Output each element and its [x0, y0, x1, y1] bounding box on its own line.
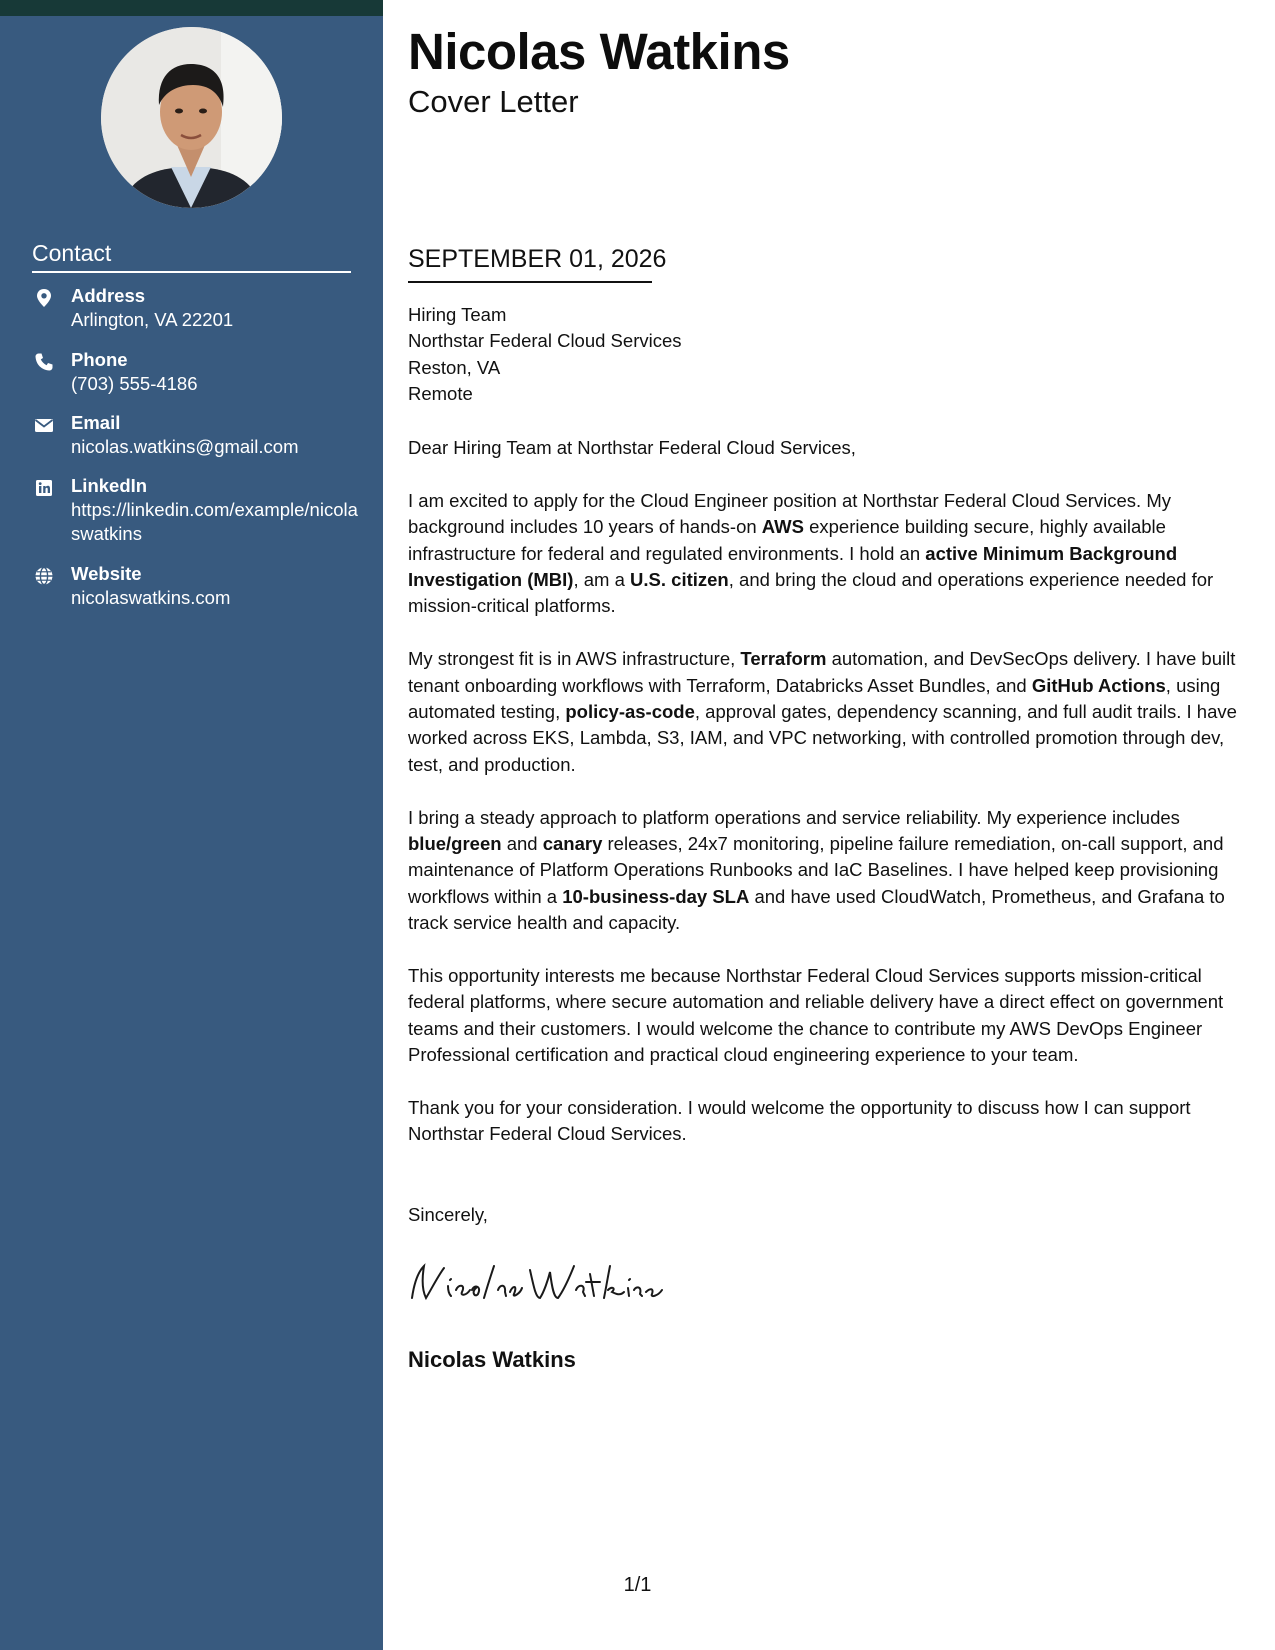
paragraph-4: This opportunity interests me because Northstar Federal Cloud Services supports mission-critical federal platforms, where secure automation and reliable delivery have a direct effect on government teams and their customers. I would welcome the chance to contribute my AWS DevOps Engineer Professional certification and practical cloud engineering experience to your team.: [408, 965, 1224, 1066]
contact-heading: Contact: [32, 240, 112, 266]
globe-icon: [34, 566, 54, 586]
paragraph-5: Thank you for your consideration. I would welcome the opportunity to discuss how I can support Northstar Federal Cloud Services.: [408, 1097, 1191, 1145]
email-value[interactable]: nicolas.watkins@gmail.com: [71, 436, 299, 457]
paragraph-2: My strongest fit is in AWS infrastructure, Terraform automation, and DevSecOps delivery. I have built tenant onboarding workflows with Terraform, Databricks Asset Bundles, and GitHub Actions, using automated testing, policy-as-code, approval gates, dependency scanning, and full audit trails. I have worked across EKS, Lambda, S3, IAM, and VPC networking, with controlled promotion through dev, test, and production.: [408, 648, 1237, 775]
phone-icon: [34, 352, 54, 372]
date-underline: [408, 281, 652, 283]
top-accent-bar: [0, 0, 383, 16]
linkedin-icon: [34, 478, 54, 498]
contact-divider: [32, 271, 351, 273]
handwritten-signature: [408, 1258, 668, 1308]
recipient-line: Remote: [408, 383, 473, 405]
page-number: 1/1: [623, 1574, 652, 1596]
linkedin-value[interactable]: https://linkedin.com/example/nicolaswatkins: [71, 499, 358, 544]
website-value[interactable]: nicolaswatkins.com: [71, 587, 231, 608]
location-pin-icon: [34, 288, 54, 308]
document-subtitle: Cover Letter: [408, 84, 579, 119]
recipient-line: Hiring Team: [408, 304, 507, 325]
phone-label: Phone: [71, 349, 128, 370]
recipient-block: [408, 302, 682, 408]
profile-photo: [101, 27, 282, 208]
paragraph-1: I am excited to apply for the Cloud Engineer position at Northstar Federal Cloud Services. My background includes 10 years of hands-on AWS experience building secure, highly available infrastructure for federal and regulated environments. I hold an active Minimum Background Investigation (MBI), am a U.S. citizen, and bring the cloud and operations experience needed for mission-critical platforms.: [408, 489, 1214, 617]
signer-name: Nicolas Watkins: [408, 1347, 576, 1372]
letter-date: SEPTEMBER 01, 2026: [408, 245, 667, 273]
phone-value[interactable]: (703) 555-4186: [71, 373, 198, 394]
greeting: Dear Hiring Team at Northstar Federal Cloud Services,: [408, 437, 856, 458]
website-label: Website: [71, 563, 142, 584]
letter-body: [408, 435, 1248, 1174]
address-value: Arlington, VA 22201: [71, 309, 234, 330]
recipient-line: Reston, VA: [408, 356, 501, 378]
email-label: Email: [71, 412, 121, 433]
closing: Sincerely,: [408, 1204, 488, 1225]
recipient-line: Northstar Federal Cloud Services: [408, 330, 682, 352]
address-label: Address: [71, 285, 146, 306]
applicant-name: Nicolas Watkins: [408, 23, 790, 80]
email-icon: [34, 415, 54, 435]
paragraph-3: I bring a steady approach to platform operations and service reliability. My experience includes blue/green and canary releases, 24x7 monitoring, pipeline failure remediation, on-call support, and maintenance of Platform Operations Runbooks and IaC Baselines. I have helped keep provisioning workflows within a 10-business-day SLA and have used CloudWatch, Prometheus, and Grafana to track service health and capacity.: [408, 806, 1225, 934]
linkedin-label: LinkedIn: [71, 475, 148, 496]
